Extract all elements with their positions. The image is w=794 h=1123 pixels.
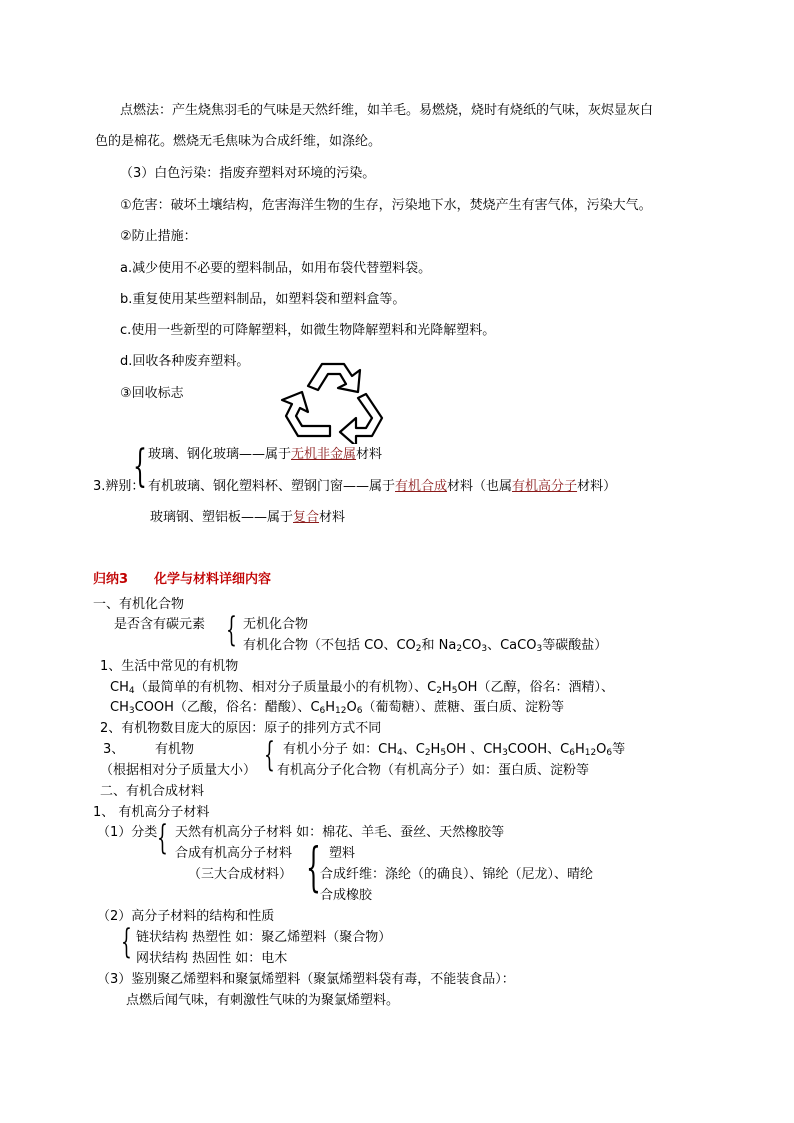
measure-b: b.重复使用某些塑料制品，如塑料袋和塑料盒等。 bbox=[120, 292, 406, 307]
reason-line: 2、有机物数目庞大的原因：原子的排列方式不同 bbox=[100, 721, 382, 736]
organic-synth-link: 有机合成 bbox=[395, 479, 448, 494]
classify-brace: { bbox=[157, 818, 168, 858]
frp-post: 材料 bbox=[319, 510, 346, 525]
common-organics-line1: $CH_4$（最简单的有机物、相对分子质量最小的有机物）、$C_2H_5OH$（乙醇，俗名：酒精）、 bbox=[110, 680, 614, 696]
organic-def-tail3: 、CaCO bbox=[487, 638, 537, 653]
measure-d: d.回收各种废弃塑料。 bbox=[120, 354, 250, 369]
harm-text: ①危害：破坏土壤结构，危害海洋生物的生存，污染地下水，焚烧产生有害气体，污染大气。 bbox=[120, 198, 652, 213]
synthetic-brace: { bbox=[306, 838, 321, 898]
identify-title: （3）鉴别聚乙烯塑料和聚氯烯塑料（聚氯烯塑料袋有毒，不能装食品）： bbox=[97, 972, 515, 987]
class-brace: { bbox=[264, 735, 275, 775]
polymer-title: 1、 有机高分子材料 bbox=[93, 805, 210, 820]
plastic-item: 塑料 bbox=[329, 846, 356, 861]
class-num: 3、 bbox=[103, 742, 125, 757]
three-major: （三大合成材料） bbox=[188, 867, 293, 882]
fiber-item: 合成纤维：涤纶（的确良）、锦纶（尼龙）、晴纶 bbox=[320, 867, 594, 882]
classify-label: （1）分类 bbox=[97, 825, 158, 840]
recycle-icon bbox=[278, 356, 388, 444]
frp-link: 复合 bbox=[293, 510, 320, 525]
summary-title: 化学与材料详细内容 bbox=[154, 572, 272, 587]
network-structure: 网状结构 热固性 如：电木 bbox=[136, 951, 288, 966]
synthetic-polymers: 合成有机高分子材料 bbox=[175, 846, 293, 861]
organic-def-tail4: 等碳酸盐） bbox=[542, 638, 608, 653]
glass-post: 材料 bbox=[356, 447, 383, 462]
structure-brace: { bbox=[121, 922, 132, 962]
glass-pre: 玻璃、钢化玻璃——属于 bbox=[148, 447, 292, 462]
small-mol-tail: 等 bbox=[612, 742, 626, 757]
acetic-text: （乙酸，俗名：醋酸）、 bbox=[173, 700, 311, 715]
small-mol-text: 有机小分子 如： bbox=[283, 742, 379, 757]
organic-glass-line bbox=[148, 478, 616, 496]
organic-mid: 材料（也属 bbox=[447, 479, 513, 494]
organic-polymer-link: 有机高分子 bbox=[512, 479, 578, 494]
heading-organic-compounds: 一、有机化合物 bbox=[93, 597, 185, 612]
ethanol-text: （乙醇，俗名：酒精）、 bbox=[477, 680, 614, 695]
organic-pre: 有机玻璃、钢化塑料杯、塑钢门窗——属于 bbox=[148, 479, 396, 494]
organic-compound-def: 有机化合物（不包括 CO、$CO_2$和 $Na_2CO_3$、CaCO$_3$等碳酸盐） bbox=[243, 638, 608, 654]
frp-line bbox=[150, 509, 345, 527]
glass-line bbox=[148, 446, 382, 464]
glucose-text: （葡萄糖）、蔗糖、蛋白质、淀粉等 bbox=[362, 700, 564, 715]
organic-def-text: 有机化合物（不包括 CO、CO bbox=[243, 638, 416, 653]
natural-polymers: 天然有机高分子材料 如：棉花、羊毛、蚕丝、天然橡胶等 bbox=[175, 825, 505, 840]
class-basis: （根据相对分子质量大小） bbox=[100, 763, 257, 778]
identify-label: 3.辨别： bbox=[93, 479, 145, 494]
common-organics-line2: $CH_3COOH$（乙酸，俗名：醋酸）、$C_6H_{12}O_6$（葡萄糖）、蔗糖、蛋白质、淀粉等 bbox=[110, 700, 564, 716]
carbon-question: 是否含有碳元素 bbox=[114, 617, 206, 632]
glass-category-link: 无机非金属 bbox=[291, 447, 357, 462]
measure-a: a.减少使用不必要的塑料制品，如用布袋代替塑料袋。 bbox=[120, 261, 432, 276]
organic-def-tail2: CO bbox=[462, 638, 482, 653]
burn-method-line2: 色的是棉花。燃烧无毛焦味为合成纤维，如涤纶。 bbox=[95, 134, 382, 149]
inorganic-compound: 无机化合物 bbox=[243, 617, 309, 632]
heading-synthetic-materials: 二、有机合成材料 bbox=[100, 784, 205, 799]
organic-def-tail: 和 Na bbox=[421, 638, 457, 653]
organic-post: 材料） bbox=[577, 479, 617, 494]
frp-pre: 玻璃钢、塑铝板——属于 bbox=[150, 510, 294, 525]
white-pollution: （3）白色污染：指废弃塑料对环境的污染。 bbox=[120, 166, 376, 181]
ch4-text: （最简单的有机物、相对分子质量最小的有机物）、 bbox=[134, 680, 428, 695]
small-molecule-line: 有机小分子 如：$CH_4$、$C_2H_5OH$ 、$CH_3COOH$、$C_6H_{12}O_6$等 bbox=[283, 742, 626, 758]
recycle-mark-label: ③回收标志 bbox=[120, 386, 184, 401]
common-organics-title: 1、生活中常见的有机物 bbox=[100, 659, 239, 674]
rubber-item: 合成橡胶 bbox=[320, 888, 373, 903]
measure-c: c.使用一些新型的可降解塑料，如微生物降解塑料和光降解塑料。 bbox=[120, 323, 496, 338]
burn-method-line1: 点燃法：产生烧焦羽毛的气味是天然纤维，如羊毛。易燃烧，烧时有烧纸的气味，灰烬显灰白 bbox=[120, 103, 654, 118]
summary-heading bbox=[93, 571, 271, 589]
identify-brace: { bbox=[133, 441, 147, 492]
identify-method: 点燃后闻气味，有刺激性气味的为聚氯烯塑料。 bbox=[126, 993, 400, 1008]
big-molecule-line: 有机高分子化合物（有机高分子）如：蛋白质、淀粉等 bbox=[277, 763, 590, 778]
class-word: 有机物 bbox=[155, 742, 195, 757]
summary-num: 归纳3 bbox=[93, 572, 129, 587]
prevent-title: ②防止措施： bbox=[120, 229, 197, 244]
structure-title: （2）高分子材料的结构和性质 bbox=[97, 909, 275, 924]
chain-structure: 链状结构 热塑性 如：聚乙烯塑料（聚合物） bbox=[136, 930, 392, 945]
carbon-brace: { bbox=[226, 610, 237, 650]
